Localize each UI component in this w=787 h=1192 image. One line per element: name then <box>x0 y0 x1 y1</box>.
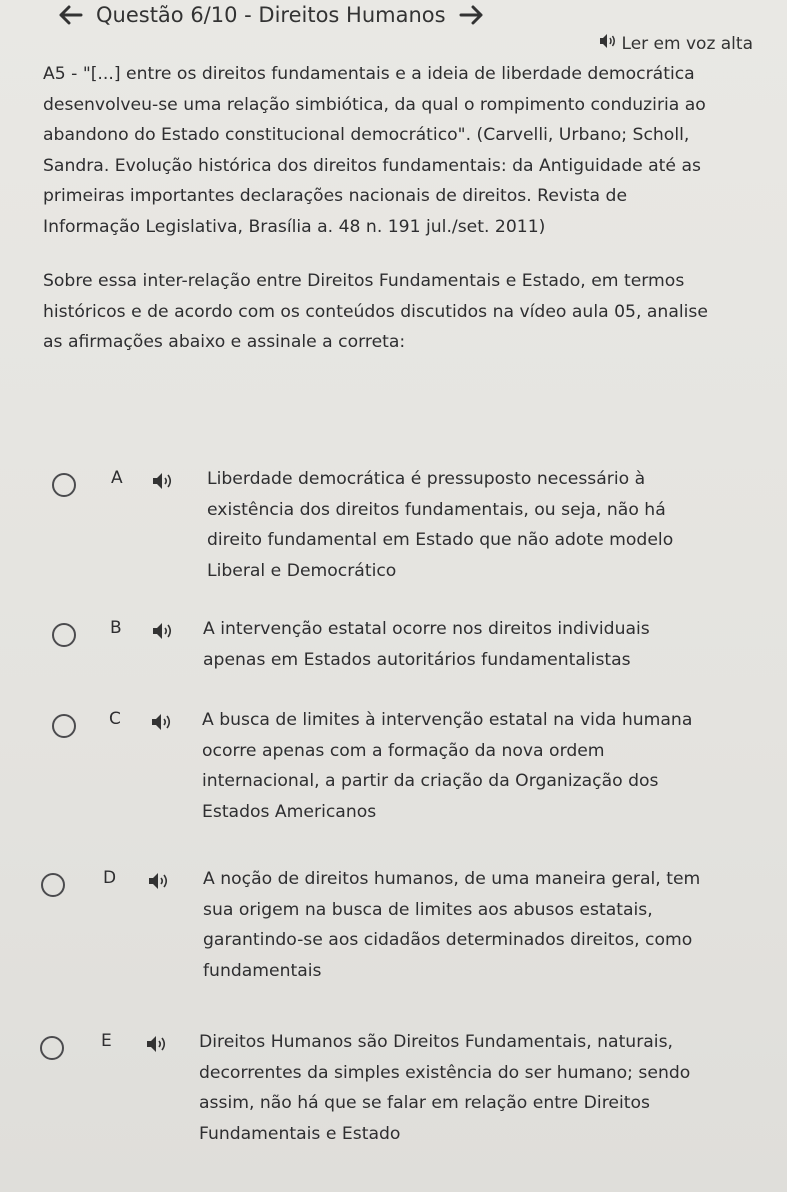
question-statement <box>43 266 759 358</box>
question-line: Sobre essa inter-relação entre Direitos Fundamentais e Estado, em termos <box>43 271 685 291</box>
option-text <box>202 705 692 827</box>
question-line: históricos e de acordo com os conteúdos discutidos na vídeo aula 05, analise <box>43 301 708 322</box>
option-line: decorrentes da simples existência do ser humano; sendo <box>199 1062 691 1083</box>
question-line: as afirmações abaixo e assinale a correta: <box>43 332 406 353</box>
option-line: internacional, a partir da criação da Organização dos <box>202 771 659 792</box>
option-line: Estados Americanos <box>202 801 377 822</box>
arrow-left-icon[interactable] <box>58 2 84 28</box>
option-b[interactable] <box>52 614 772 670</box>
citation-line: A5 - "[...] entre os direitos fundamentais e a ideia de liberdade democrática <box>43 64 695 84</box>
option-letter: C <box>109 709 121 729</box>
option-line: ocorre apenas com a formação da nova ordem <box>202 740 605 761</box>
option-line: sua origem na busca de limites aos abusos estatais, <box>203 899 653 920</box>
option-line: Liberal e Democrático <box>207 560 397 581</box>
read-aloud-button[interactable] <box>598 33 753 54</box>
option-letter: B <box>110 618 122 638</box>
option-line: A intervenção estatal ocorre nos direitos individuais <box>203 619 650 639</box>
citation-line: abandono do Estado constitucional democrático". (Carvelli, Urbano; Scholl, <box>43 125 690 146</box>
citation-line: desenvolveu-se uma relação simbiótica, da qual o rompimento conduziria ao <box>43 94 706 115</box>
option-line: direito fundamental em Estado que não adote modelo <box>207 530 674 551</box>
citation-line: Sandra. Evolução histórica dos direitos fundamentais: da Antiguidade até as <box>43 155 701 176</box>
page-title: Questão 6/10 - Direitos Humanos <box>96 3 446 27</box>
option-line: Direitos Humanos são Direitos Fundamentais, naturais, <box>199 1032 673 1052</box>
option-text <box>207 464 673 586</box>
option-text <box>199 1027 690 1149</box>
citation-line: Informação Legislativa, Brasília a. 48 n. 191 jul./set. 2011) <box>43 216 546 237</box>
option-e[interactable] <box>40 1027 760 1144</box>
speaker-icon[interactable] <box>147 871 173 891</box>
option-line: assim, não há que se falar em relação entre Direitos <box>199 1093 650 1114</box>
question-citation <box>43 59 759 243</box>
citation-line: primeiras importantes declarações nacionais de direitos. Revista de <box>43 186 628 207</box>
option-d[interactable] <box>41 864 761 981</box>
option-c-radio[interactable] <box>52 714 76 738</box>
speaker-icon[interactable] <box>151 471 177 491</box>
option-line: apenas em Estados autoritários fundamentalistas <box>203 649 631 670</box>
speaker-icon[interactable] <box>151 621 177 641</box>
option-line: Liberdade democrática é pressuposto necessário à <box>207 469 646 489</box>
option-line: Fundamentais e Estado <box>199 1123 401 1144</box>
option-a-radio[interactable] <box>52 473 76 497</box>
option-letter: E <box>101 1031 112 1051</box>
option-d-radio[interactable] <box>41 873 65 897</box>
option-line: existência dos direitos fundamentais, ou seja, não há <box>207 499 666 520</box>
option-line: A busca de limites à intervenção estatal na vida humana <box>202 710 693 730</box>
speaker-icon <box>598 33 618 54</box>
option-letter: A <box>111 468 123 488</box>
option-b-radio[interactable] <box>52 623 76 647</box>
option-c[interactable] <box>52 705 772 822</box>
option-text <box>203 864 700 986</box>
option-line: fundamentais <box>203 960 322 981</box>
read-aloud-label: Ler em voz alta <box>621 33 753 54</box>
arrow-right-icon[interactable] <box>458 2 484 28</box>
speaker-icon[interactable] <box>145 1034 171 1054</box>
option-line: garantindo-se aos cidadãos determinados direitos, como <box>203 930 693 951</box>
option-line: A noção de direitos humanos, de uma maneira geral, tem <box>203 869 701 889</box>
option-text <box>203 614 650 675</box>
speaker-icon[interactable] <box>150 712 176 732</box>
option-a[interactable] <box>52 464 772 581</box>
option-e-radio[interactable] <box>40 1036 64 1060</box>
option-letter: D <box>103 868 117 888</box>
question-header <box>58 0 484 30</box>
